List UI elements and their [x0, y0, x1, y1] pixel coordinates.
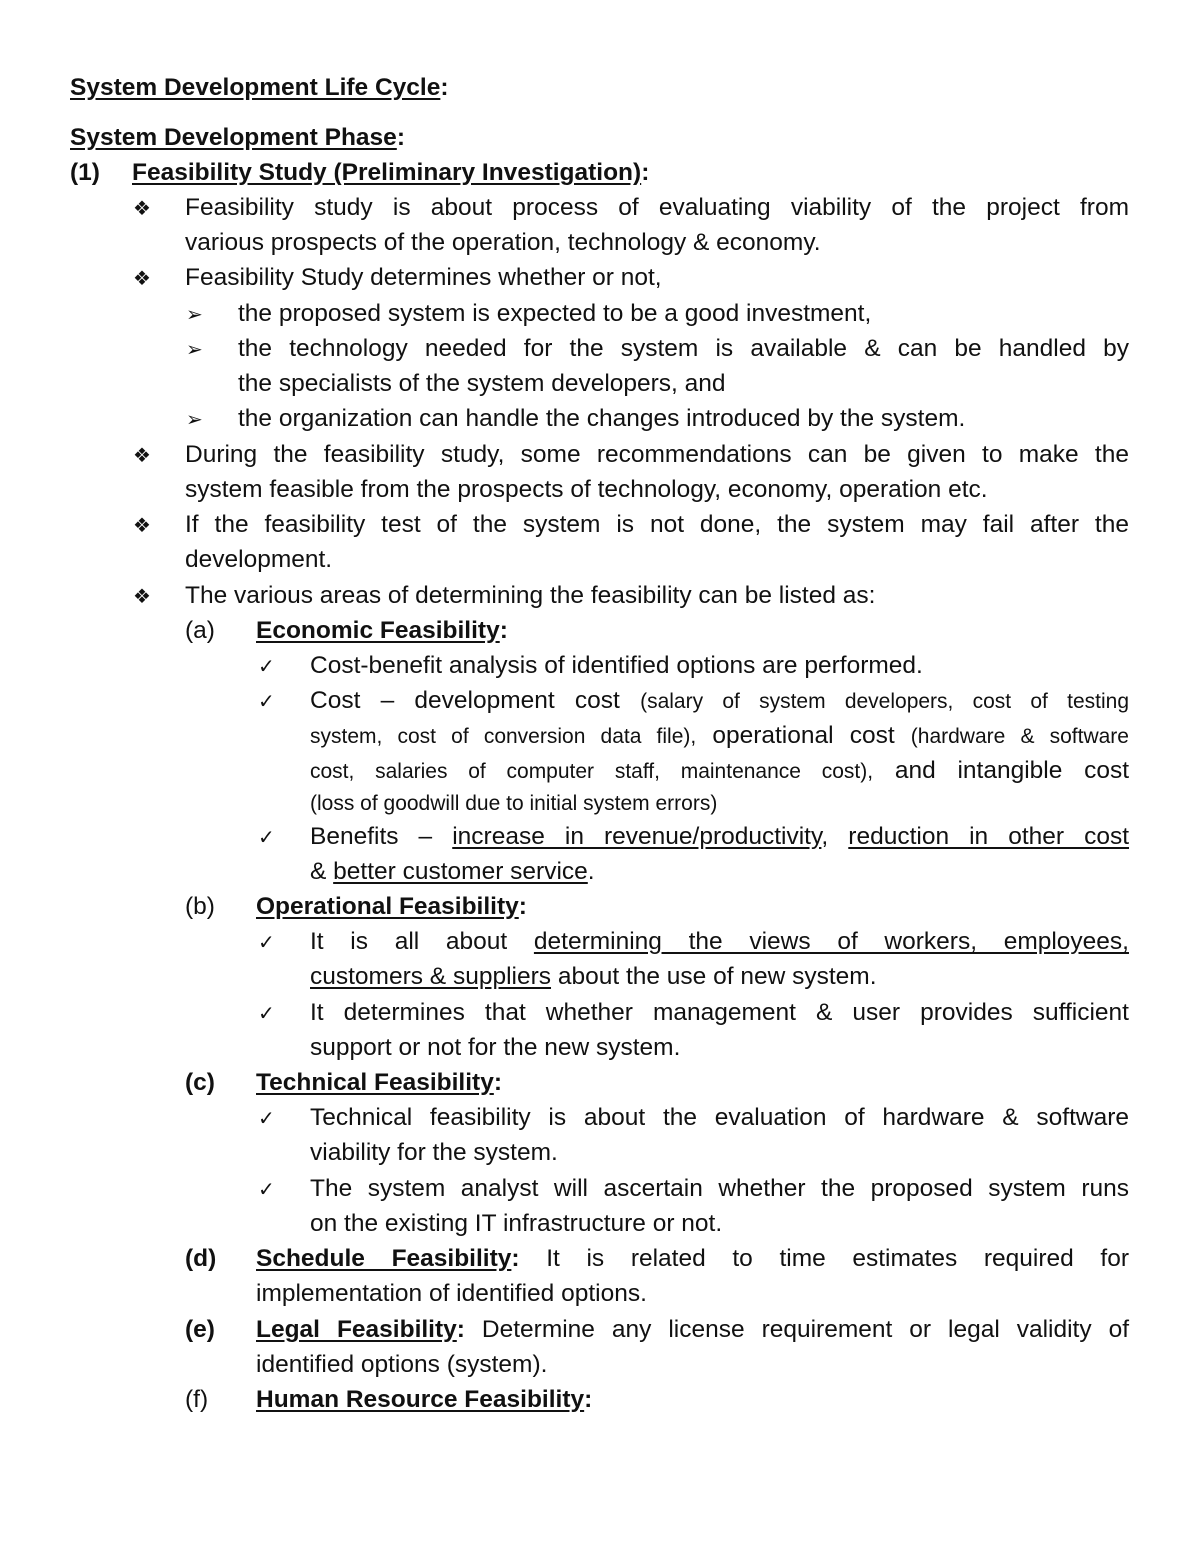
- diamond-bullet-icon: ❖: [133, 586, 151, 608]
- subsection-text: implementation of identified options.: [256, 1280, 647, 1307]
- check-icon: ✓: [258, 932, 275, 954]
- arrow-bullet-icon: ➢: [186, 339, 203, 361]
- point-text: It is all about determining the views of workers, employees,: [310, 928, 1129, 955]
- sub-bullet-text: the specialists of the system developers, and: [238, 370, 726, 397]
- point-text: The system analyst will ascertain whether the proposed system runs: [310, 1175, 1129, 1202]
- point-text: It determines that whether management & user provides sufficient: [310, 999, 1129, 1026]
- diamond-bullet-icon: ❖: [133, 268, 151, 290]
- point-text: customers & suppliers about the use of new system.: [310, 963, 877, 990]
- check-icon: ✓: [258, 656, 275, 678]
- subsection-title: Economic Feasibility:: [256, 617, 508, 644]
- subsection-title: Technical Feasibility:: [256, 1069, 502, 1096]
- bullet-text: If the feasibility test of the system is not done, the system may fail after the: [185, 511, 1129, 538]
- point-text: Technical feasibility is about the evaluation of hardware & software: [310, 1104, 1129, 1131]
- subsection-label: (f): [185, 1386, 209, 1413]
- sub-bullet-text: the organization can handle the changes introduced by the system.: [238, 405, 966, 432]
- subsection-title: Human Resource Feasibility:: [256, 1386, 593, 1413]
- subsection-title: Operational Feasibility:: [256, 893, 527, 920]
- diamond-bullet-icon: ❖: [133, 198, 151, 220]
- bullet-text: various prospects of the operation, technology & economy.: [185, 229, 821, 256]
- point-text: Cost-benefit analysis of identified options are performed.: [310, 652, 923, 679]
- point-text: Benefits – increase in revenue/productivity, reduction in other cost: [310, 823, 1130, 850]
- point-text: support or not for the new system.: [310, 1034, 681, 1061]
- subsection-label: (b): [185, 893, 215, 920]
- point-text: Cost – development cost (salary of system developers, cost of testing: [310, 687, 1129, 714]
- check-icon: ✓: [258, 827, 275, 849]
- point-text: & better customer service.: [310, 858, 595, 885]
- subsection-label: (a): [185, 617, 215, 644]
- subsection-text: Schedule Feasibility: It is related to time estimates required for: [256, 1245, 1129, 1272]
- sub-bullet-text: the technology needed for the system is available & can be handled by: [238, 335, 1129, 362]
- point-text: viability for the system.: [310, 1139, 558, 1166]
- point-text: (loss of goodwill due to initial system errors): [310, 792, 718, 815]
- subsection-text: identified options (system).: [256, 1351, 548, 1378]
- phase-heading: System Development Phase:: [70, 124, 405, 151]
- point-text: system, cost of conversion data file), operational cost (hardware & software: [310, 722, 1129, 749]
- bullet-text: development.: [185, 546, 333, 573]
- diamond-bullet-icon: ❖: [133, 515, 151, 537]
- document-title: System Development Life Cycle:: [70, 74, 449, 101]
- check-icon: ✓: [258, 691, 275, 713]
- bullet-text: Feasibility Study determines whether or not,: [185, 264, 662, 291]
- bullet-text: system feasible from the prospects of technology, economy, operation etc.: [185, 476, 988, 503]
- check-icon: ✓: [258, 1108, 275, 1130]
- point-text: on the existing IT infrastructure or not.: [310, 1210, 723, 1237]
- subsection-label: (d): [185, 1245, 217, 1272]
- subsection-label: (e): [185, 1316, 215, 1343]
- arrow-bullet-icon: ➢: [186, 409, 203, 431]
- check-icon: ✓: [258, 1179, 275, 1201]
- point-text: cost, salaries of computer staff, maintenance cost), and intangible cost: [310, 757, 1129, 784]
- bullet-text: Feasibility study is about process of evaluating viability of the project from: [185, 194, 1129, 221]
- check-icon: ✓: [258, 1003, 275, 1025]
- bullet-text: During the feasibility study, some recommendations can be given to make the: [185, 441, 1129, 468]
- subsection-label: (c): [185, 1069, 215, 1096]
- subsection-text: Legal Feasibility: Determine any license requirement or legal validity of: [256, 1316, 1130, 1343]
- arrow-bullet-icon: ➢: [186, 304, 203, 326]
- bullet-text: The various areas of determining the feasibility can be listed as:: [185, 582, 876, 609]
- diamond-bullet-icon: ❖: [133, 445, 151, 467]
- sub-bullet-text: the proposed system is expected to be a good investment,: [238, 300, 872, 327]
- section-number: (1): [70, 159, 100, 186]
- section-title: Feasibility Study (Preliminary Investigation):: [132, 159, 650, 186]
